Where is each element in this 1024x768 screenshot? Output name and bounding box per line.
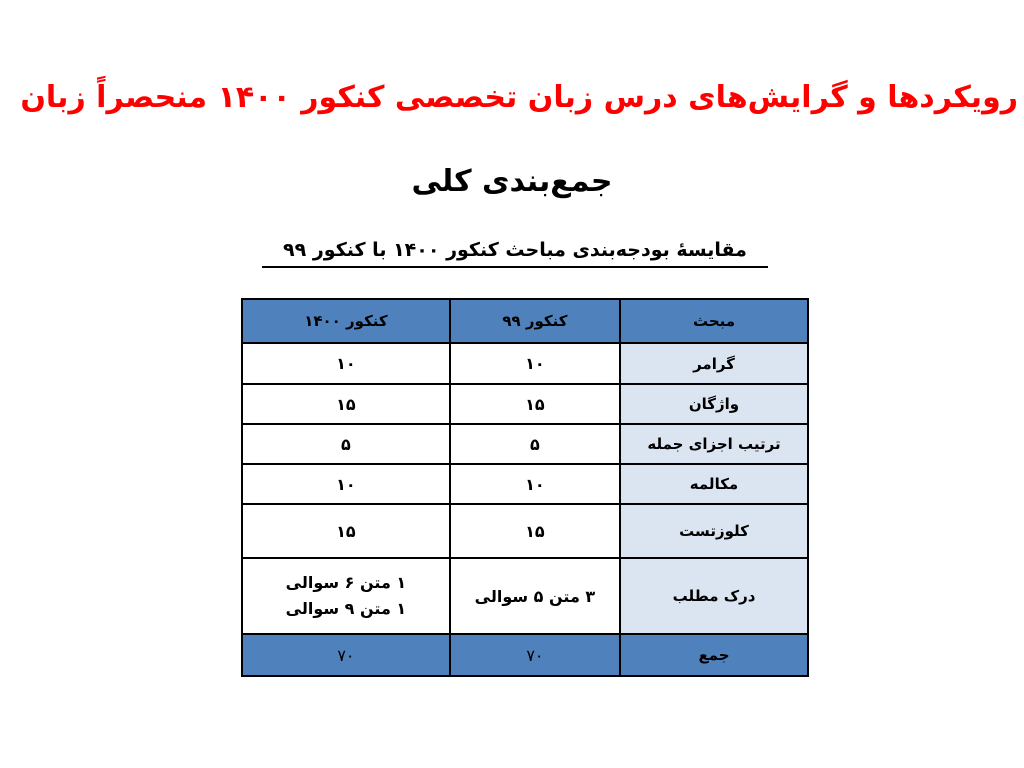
konkur-99-cell: ۵ [450,424,620,464]
table-row [242,384,808,424]
total-label: جمع [620,634,808,676]
table-header-row [242,299,808,343]
total-konkur-99: ۷۰ [450,634,620,676]
topic-cell: کلوزتست [620,504,808,558]
konkur-1400-cell: ۱۰ [242,343,450,384]
konkur-1400-cell [242,558,450,634]
budget-comparison-table [241,298,809,677]
table-caption: مقایسۀ بودجه‌بندی مباحث کنکور ۱۴۰۰ با کنکور ۹۹ [262,236,768,268]
topic-cell: گرامر [620,343,808,384]
slide-title: رویکردها و گرایش‌های درس زبان تخصصی کنکور ۱۴۰۰ منحصراً زبان [20,80,1018,115]
konkur-1400-line-1: ۱ متن ۶ سوالی [285,573,407,592]
konkur-1400-cell: ۵ [242,424,450,464]
konkur-1400-cell: ۱۵ [242,504,450,558]
konkur-99-cell: ۱۰ [450,464,620,504]
table-row [242,343,808,384]
table-row [242,558,808,634]
table-row [242,504,808,558]
header-konkur-1400: کنکور ۱۴۰۰ [242,299,450,343]
header-konkur-99: کنکور ۹۹ [450,299,620,343]
topic-cell: درک مطلب [620,558,808,634]
topic-cell: واژگان [620,384,808,424]
table-total-row [242,634,808,676]
topic-cell: ترتیب اجزای جمله [620,424,808,464]
total-konkur-1400: ۷۰ [242,634,450,676]
table-row [242,464,808,504]
konkur-1400-cell: ۱۰ [242,464,450,504]
slide-subtitle: جمع‌بندی کلی [411,164,613,199]
konkur-99-cell: ۳ متن ۵ سوالی [450,558,620,634]
konkur-99-cell: ۱۰ [450,343,620,384]
topic-cell: مکالمه [620,464,808,504]
table-row [242,424,808,464]
konkur-1400-cell: ۱۵ [242,384,450,424]
konkur-99-cell: ۱۵ [450,504,620,558]
konkur-99-cell: ۱۵ [450,384,620,424]
header-topic: مبحث [620,299,808,343]
konkur-1400-line-2: ۱ متن ۹ سوالی [285,599,407,618]
